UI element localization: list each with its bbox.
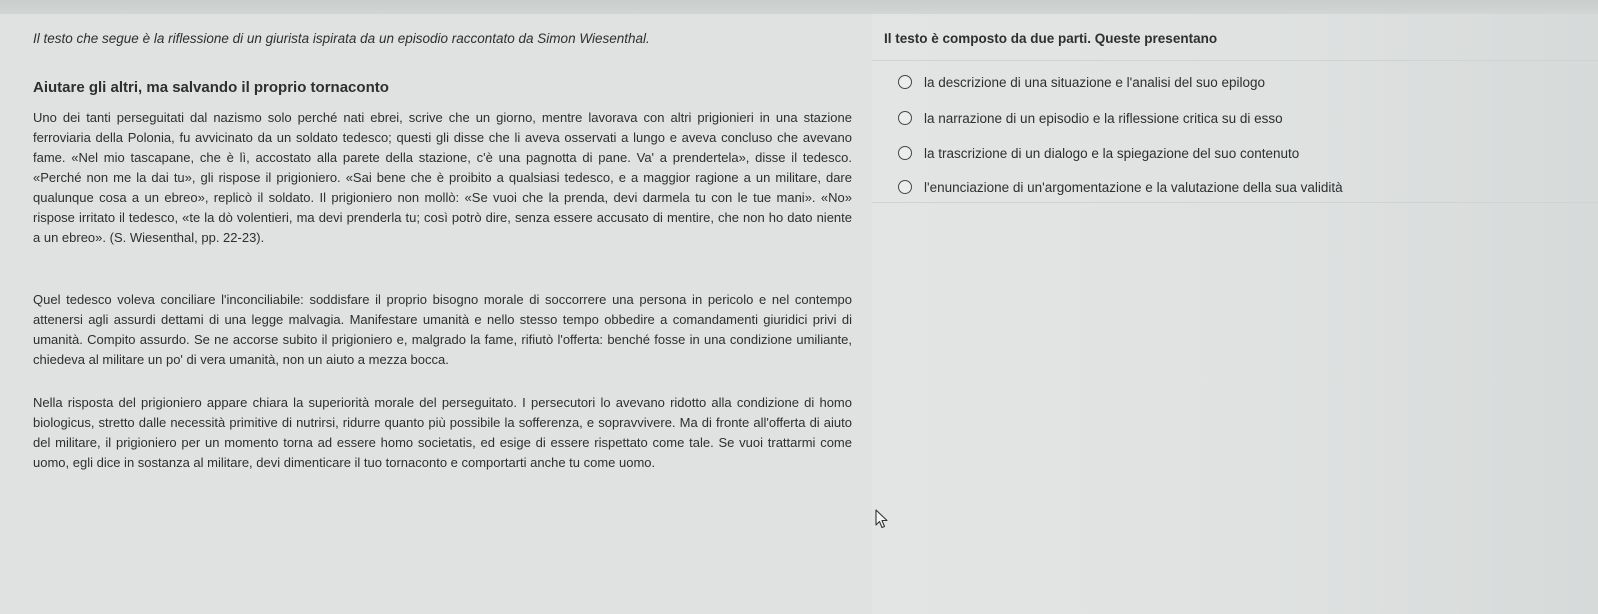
- question-text: Il testo è composto da due parti. Queste presentano: [884, 31, 1218, 46]
- question-divider: [872, 60, 1598, 61]
- passage-paragraph-3: Nella risposta del prigioniero appare chiara la superiorità morale del perseguitato. I persecutori lo avevano ridotto alla condizione di homo biologicus, stretto dalle necessità primitive di nutrirsi, ridurre quanto più possibile la sofferenza, e sopravvivere. Ma di fronte all'offerta di aiuto del militare, il prigioniero per un momento torna ad essere homo societatis, ed esige di essere rispettato come tale. Se vuoi trattarmi come uomo, egli dice in sostanza al militare, devi dimenticare il tuo tornaconto e comportarti anche tu come uomo.: [33, 395, 852, 470]
- answer-option-label: la descrizione di una situazione e l'analisi del suo epilogo: [924, 74, 1266, 90]
- radio-button[interactable]: [898, 75, 912, 89]
- options-divider: [872, 202, 1598, 203]
- answer-option-3[interactable]: [898, 143, 1299, 163]
- answer-option-2[interactable]: [898, 108, 1283, 128]
- radio-button[interactable]: [898, 111, 912, 125]
- radio-button[interactable]: [898, 180, 912, 194]
- answer-option-1[interactable]: [898, 72, 1265, 92]
- answer-option-label: la trascrizione di un dialogo e la spiegazione del suo contenuto: [924, 145, 1300, 161]
- passage-paragraph-2: Quel tedesco voleva conciliare l'inconciliabile: soddisfare il proprio bisogno morale di soccorrere una persona in pericolo e nel contempo attenersi agli assurdi dettami di una legge malvagia. Manifestare umanità e nello stesso tempo obbedire a comandamenti giuridici privi di umanità. Compito assurdo. Se ne accorse subito il prigioniero e, malgrado la fame, rifiutò l'offerta: benché fosse in una condizione umiliante, chiedeva al militare un po' di vera umanità, non un aiuto a mezza bocca.: [33, 292, 852, 367]
- passage-paragraph-1: Uno dei tanti perseguitati dal nazismo solo perché nati ebrei, scrive che un giorno, mentre lavorava con altri prigionieri in una stazione ferroviaria della Polonia, fu avvicinato da un soldato tedesco; questi gli disse che li aveva osservati a lungo e aveva concluso che avevano fame. «Nel mio tascapane, che è lì, accostato alla parete della stazione, c'è una pagnotta di pane. Va' a prendertela», disse il tedesco. «Perché non me la dai tu», gli rispose il prigioniero. «Sai bene che è proibito a qualsiasi tedesco, e a maggior ragione a un militare, dare qualunque cosa a un ebreo», replicò il soldato. Il prigioniero non mollò: «Se vuoi che la prenda, devi darmela tu con le tue mani». «No» rispose irritato il tedesco, «te la dò volentieri, ma devi prenderla tu; così potrò dire, senza essere accusato di mentire, che non ho dato niente a un ebreo». (S. Wiesenthal, pp. 22-23).: [33, 110, 852, 245]
- intro-text: Il testo che segue è la riflessione di un giurista ispirata da un episodio raccontato da Simon Wiesenthal.: [33, 31, 650, 46]
- top-strip: [0, 0, 1598, 14]
- mouse-pointer-icon: [875, 509, 889, 529]
- answer-option-4[interactable]: [898, 177, 1343, 197]
- question-panel: [872, 14, 1598, 614]
- answer-option-label: l'enunciazione di un'argomentazione e la valutazione della sua validità: [924, 179, 1343, 195]
- radio-button[interactable]: [898, 146, 912, 160]
- answer-option-label: la narrazione di un episodio e la riflessione critica su di esso: [924, 110, 1283, 126]
- passage-title: Aiutare gli altri, ma salvando il proprio tornaconto: [33, 79, 389, 96]
